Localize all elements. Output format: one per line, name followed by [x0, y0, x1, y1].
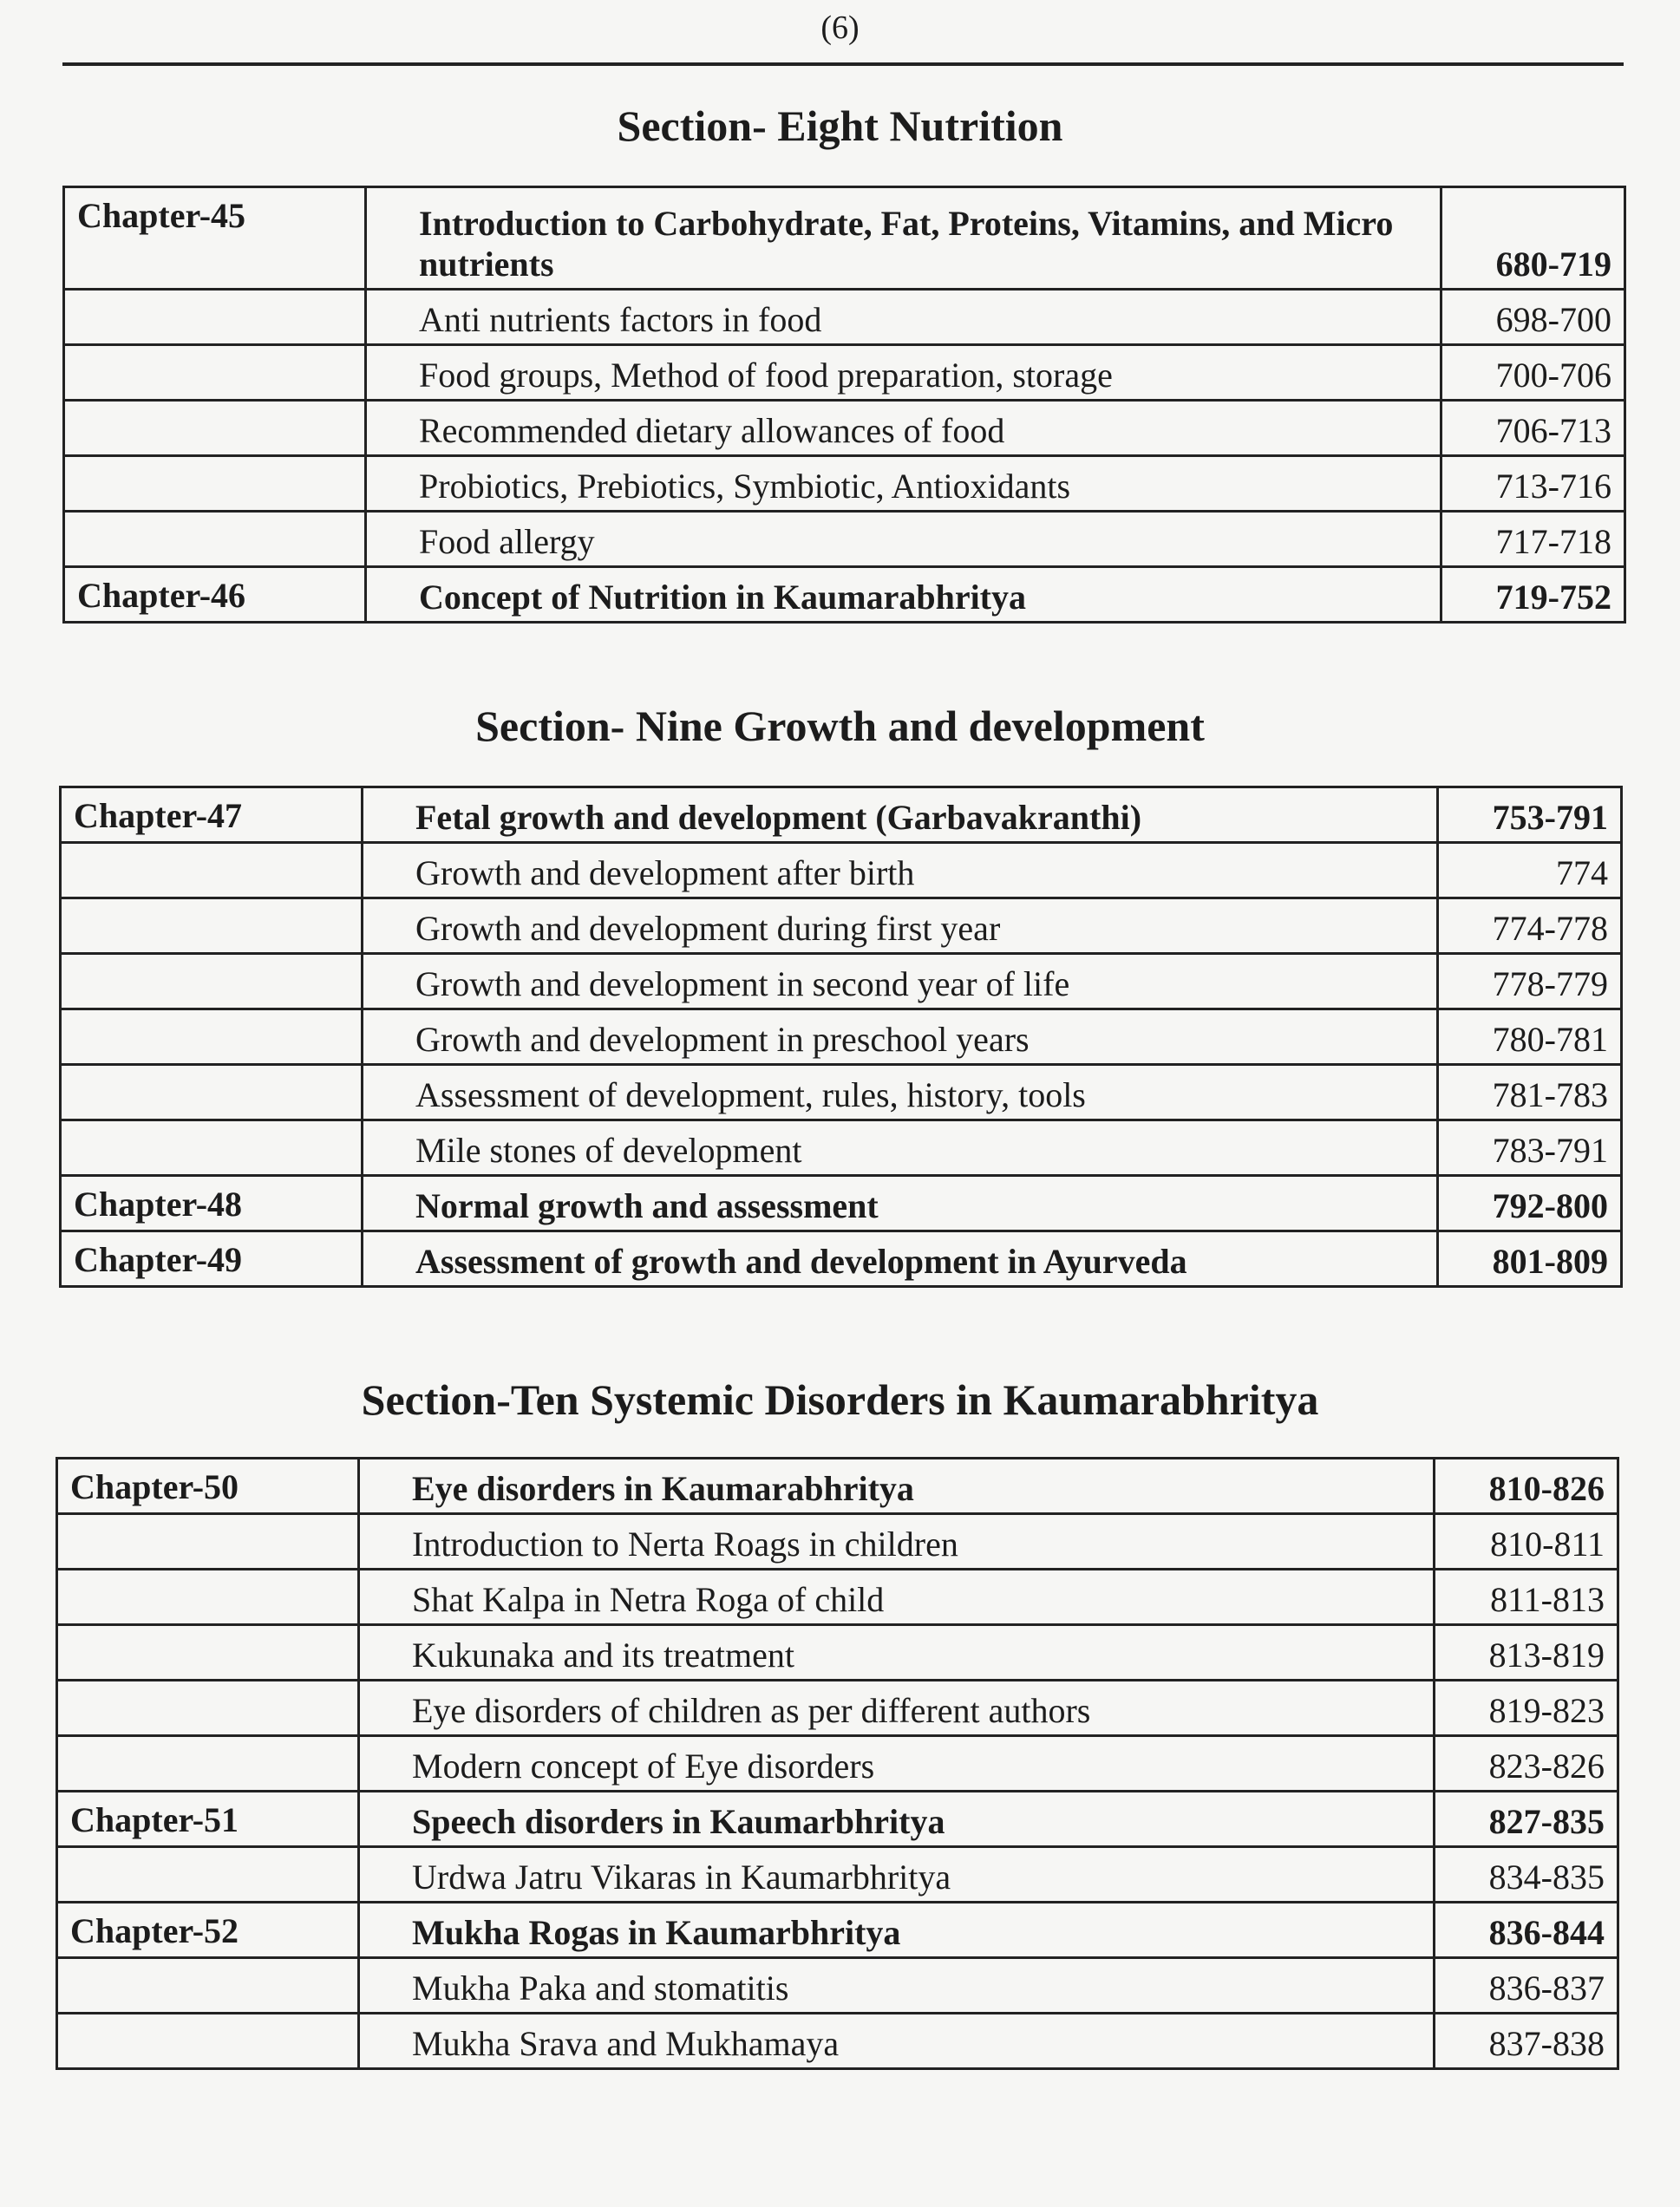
- chapter-label: [57, 1736, 359, 1792]
- topic-title: Eye disorders in Kaumarabhritya: [359, 1459, 1435, 1514]
- page-range: 834-835: [1435, 1847, 1618, 1903]
- page-range: 706-713: [1441, 401, 1625, 456]
- page-range: 836-837: [1435, 1958, 1618, 2014]
- chapter-label: [61, 1009, 363, 1065]
- toc-row: [57, 2014, 1618, 2069]
- topic-title: Eye disorders of children as per different authors: [359, 1681, 1435, 1736]
- chapter-label: Chapter-52: [57, 1903, 359, 1958]
- toc-row: [64, 345, 1625, 401]
- toc-row: [61, 1120, 1622, 1176]
- toc-row: [57, 1514, 1618, 1570]
- page-range: 774-778: [1438, 898, 1622, 954]
- page-range: 774: [1438, 843, 1622, 898]
- topic-title: Modern concept of Eye disorders: [359, 1736, 1435, 1792]
- page-range: 811-813: [1435, 1570, 1618, 1625]
- topic-title: Fetal growth and development (Garbavakranthi): [363, 787, 1438, 843]
- chapter-label: [61, 1065, 363, 1120]
- toc-table: [56, 1457, 1619, 2070]
- chapter-label: [61, 954, 363, 1009]
- chapter-label: [57, 1514, 359, 1570]
- topic-title: Assessment of development, rules, history, tools: [363, 1065, 1438, 1120]
- topic-title: Kukunaka and its treatment: [359, 1625, 1435, 1681]
- chapter-label: [57, 1625, 359, 1681]
- page-range: 753-791: [1438, 787, 1622, 843]
- chapter-label: [64, 456, 366, 512]
- topic-title: Assessment of growth and development in Ayurveda: [363, 1231, 1438, 1287]
- toc-row: [57, 1681, 1618, 1736]
- topic-title: Food groups, Method of food preparation, storage: [366, 345, 1441, 401]
- page-range: 792-800: [1438, 1176, 1622, 1231]
- page-range: 698-700: [1441, 290, 1625, 345]
- page-range: 819-823: [1435, 1681, 1618, 1736]
- toc-row: [61, 1176, 1622, 1231]
- page-range: 837-838: [1435, 2014, 1618, 2069]
- chapter-label: [64, 290, 366, 345]
- topic-title: Mukha Paka and stomatitis: [359, 1958, 1435, 2014]
- toc-row: [57, 1958, 1618, 2014]
- chapter-label: Chapter-51: [57, 1792, 359, 1847]
- toc-row: [57, 1736, 1618, 1792]
- page-range: 810-826: [1435, 1459, 1618, 1514]
- section-title: Section-Ten Systemic Disorders in Kaumarabhritya: [361, 1375, 1319, 1424]
- page-range: 780-781: [1438, 1009, 1622, 1065]
- chapter-label: [57, 1958, 359, 2014]
- page-range: 810-811: [1435, 1514, 1618, 1570]
- topic-title: Mukha Rogas in Kaumarbhritya: [359, 1903, 1435, 1958]
- page-range: 717-718: [1441, 512, 1625, 567]
- chapter-label: [64, 345, 366, 401]
- topic-title: Recommended dietary allowances of food: [366, 401, 1441, 456]
- topic-title: Urdwa Jatru Vikaras in Kaumarbhritya: [359, 1847, 1435, 1903]
- toc-row: [61, 1009, 1622, 1065]
- chapter-label: Chapter-47: [61, 787, 363, 843]
- topic-title: Mile stones of development: [363, 1120, 1438, 1176]
- chapter-label: Chapter-48: [61, 1176, 363, 1231]
- page-range: 680-719: [1441, 187, 1625, 290]
- page-range: 713-716: [1441, 456, 1625, 512]
- toc-table: [59, 786, 1623, 1288]
- topic-title: Normal growth and assessment: [363, 1176, 1438, 1231]
- page-range: 719-752: [1441, 567, 1625, 623]
- toc-row: [57, 1792, 1618, 1847]
- toc-row: [61, 898, 1622, 954]
- toc-row: [61, 954, 1622, 1009]
- chapter-label: [57, 2014, 359, 2069]
- chapter-label: [57, 1570, 359, 1625]
- page-range: 778-779: [1438, 954, 1622, 1009]
- chapter-label: [64, 401, 366, 456]
- section-title: Section- Eight Nutrition: [617, 101, 1063, 150]
- toc-row: [64, 456, 1625, 512]
- toc-row: [57, 1847, 1618, 1903]
- toc-row: [61, 1065, 1622, 1120]
- page-range: 801-809: [1438, 1231, 1622, 1287]
- chapter-label: [61, 898, 363, 954]
- topic-title: Introduction to Nerta Roags in children: [359, 1514, 1435, 1570]
- chapter-label: [61, 843, 363, 898]
- topic-title: Mukha Srava and Mukhamaya: [359, 2014, 1435, 2069]
- toc-row: [64, 401, 1625, 456]
- topic-title: Growth and development in second year of life: [363, 954, 1438, 1009]
- section-title: Section- Nine Growth and development: [475, 702, 1205, 750]
- chapter-label: Chapter-46: [64, 567, 366, 623]
- toc-row: [57, 1903, 1618, 1958]
- page-range: 827-835: [1435, 1792, 1618, 1847]
- topic-title: Introduction to Carbohydrate, Fat, Proteins, Vitamins, and Micro nutrients: [366, 187, 1441, 290]
- page-number: (6): [820, 10, 860, 46]
- toc-row: [64, 187, 1625, 290]
- page-range: 813-819: [1435, 1625, 1618, 1681]
- toc-row: [64, 512, 1625, 567]
- toc-row: [64, 567, 1625, 623]
- topic-title: Growth and development after birth: [363, 843, 1438, 898]
- topic-title: Growth and development in preschool years: [363, 1009, 1438, 1065]
- toc-row: [57, 1459, 1618, 1514]
- page-range: 823-826: [1435, 1736, 1618, 1792]
- page-range: 781-783: [1438, 1065, 1622, 1120]
- toc-row: [61, 843, 1622, 898]
- toc-table: [62, 186, 1626, 624]
- toc-row: [57, 1625, 1618, 1681]
- toc-row: [64, 290, 1625, 345]
- chapter-label: Chapter-50: [57, 1459, 359, 1514]
- header-rule: [62, 62, 1624, 66]
- chapter-label: [57, 1847, 359, 1903]
- topic-title: Anti nutrients factors in food: [366, 290, 1441, 345]
- toc-row: [57, 1570, 1618, 1625]
- page-range: 783-791: [1438, 1120, 1622, 1176]
- topic-title: Concept of Nutrition in Kaumarabhritya: [366, 567, 1441, 623]
- chapter-label: [64, 512, 366, 567]
- chapter-label: Chapter-45: [64, 187, 366, 290]
- topic-title: Speech disorders in Kaumarbhritya: [359, 1792, 1435, 1847]
- toc-row: [61, 787, 1622, 843]
- toc-row: [61, 1231, 1622, 1287]
- page-range: 700-706: [1441, 345, 1625, 401]
- page-range: 836-844: [1435, 1903, 1618, 1958]
- chapter-label: [57, 1681, 359, 1736]
- chapter-label: Chapter-49: [61, 1231, 363, 1287]
- topic-title: Probiotics, Prebiotics, Symbiotic, Antioxidants: [366, 456, 1441, 512]
- topic-title: Food allergy: [366, 512, 1441, 567]
- chapter-label: [61, 1120, 363, 1176]
- topic-title: Shat Kalpa in Netra Roga of child: [359, 1570, 1435, 1625]
- topic-title: Growth and development during first year: [363, 898, 1438, 954]
